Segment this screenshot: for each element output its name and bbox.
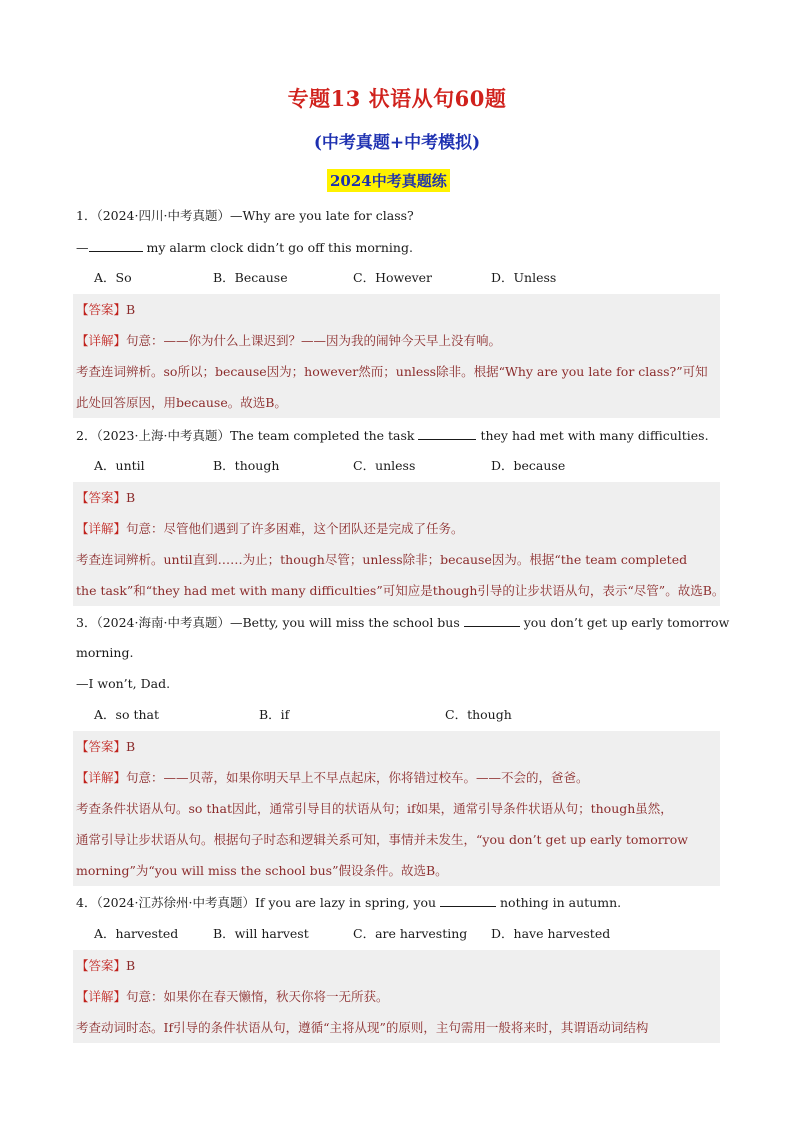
- detail-line: 考查条件状语从句。so that因此，通常引导目的状语从句；if如果，通常引导条件状语从句；though虽然，: [76, 801, 673, 816]
- question-4-option-a[interactable]: A．harvested: [94, 926, 179, 941]
- detail-line: 考查连词辨析。until直到……为止；though尽管；unless除非；because因为。根据“the team completed: [76, 552, 688, 567]
- question-2-option-b[interactable]: B．though: [213, 458, 280, 473]
- document-title: 专题13 状语从句60题: [287, 86, 507, 111]
- question-3-option-b[interactable]: B．if: [259, 707, 290, 722]
- detail-line: 【详解】句意：——贝蒂，如果你明天早上不早点起床，你将错过校车。——不会的，爸爸。: [76, 770, 589, 785]
- question-4-option-c[interactable]: C．are harvesting: [353, 926, 468, 941]
- question-1-response: — my alarm clock didn’t go off this morning.: [76, 240, 413, 255]
- question-2-stem: 2．（2023·上海·中考真题）The team completed the task they had met with many difficulties.: [76, 428, 709, 443]
- question-3-option-c[interactable]: C．though: [445, 707, 512, 722]
- question-1-answer-block: [73, 294, 720, 418]
- answer-line: 【答案】B: [76, 958, 136, 973]
- answer-line: 【答案】B: [76, 490, 136, 505]
- question-3-option-a[interactable]: A．so that: [94, 707, 159, 722]
- answer-blank: [464, 613, 520, 627]
- question-3-stem-cont: morning.: [76, 645, 134, 660]
- question-1-option-b[interactable]: B．Because: [213, 270, 288, 285]
- question-2-option-a[interactable]: A．until: [94, 458, 145, 473]
- question-4-stem: 4．（2024·江苏徐州·中考真题）If you are lazy in spring, you nothing in autumn.: [76, 895, 622, 910]
- question-1-option-d[interactable]: D．Unless: [491, 270, 557, 285]
- question-4-option-d[interactable]: D．have harvested: [491, 926, 611, 941]
- answer-line: 【答案】B: [76, 739, 136, 754]
- detail-line: 【详解】句意：如果你在春天懒惰，秋天你将一无所获。: [76, 989, 389, 1004]
- detail-line: 此处回答原因，用because。故选B。: [76, 395, 287, 410]
- detail-line: 通常引导让步状语从句。根据句子时态和逻辑关系可知，事情并未发生，“you don’t get up early tomorrow: [76, 832, 688, 847]
- section-heading: 2024中考真题练: [327, 169, 450, 192]
- answer-blank: [418, 426, 476, 440]
- answer-blank: [89, 238, 143, 252]
- detail-line: the task”和“they had met with many difficulties”可知应是though引导的让步状语从句，表示“尽管”。故选B。: [76, 583, 725, 598]
- detail-line: 考查连词辨析。so所以；because因为；however然而；unless除非。根据“Why are you late for class?”可知: [76, 364, 708, 379]
- question-3-answer-block: [73, 731, 720, 886]
- question-4-option-b[interactable]: B．will harvest: [213, 926, 309, 941]
- detail-line: 考查动词时态。If引导的条件状语从句，遵循“主将从现”的原则，主句需用一般将来时，其谓语动词结构: [76, 1020, 649, 1035]
- question-3-stem: 3．（2024·海南·中考真题）—Betty, you will miss the school bus you don’t get up early tomorrow: [76, 615, 730, 630]
- question-4-answer-block: [73, 950, 720, 1043]
- question-2-answer-block: [73, 482, 725, 606]
- question-2-option-c[interactable]: C．unless: [353, 458, 416, 473]
- question-1-option-c[interactable]: C．However: [353, 270, 433, 285]
- detail-line: 【详解】句意：尽管他们遇到了许多困难，这个团队还是完成了任务。: [76, 521, 464, 536]
- question-1-stem: 1．（2024·四川·中考真题）—Why are you late for class?: [76, 208, 414, 223]
- question-1-option-a[interactable]: A．So: [94, 270, 132, 285]
- question-3-response: —I won’t, Dad.: [76, 676, 171, 691]
- document-subtitle: (中考真题+中考模拟): [313, 133, 481, 153]
- detail-line: morning”为“you will miss the school bus”假设条件。故选B。: [76, 863, 448, 878]
- detail-line: 【详解】句意：——你为什么上课迟到？——因为我的闹钟今天早上没有响。: [76, 333, 502, 348]
- question-2-option-d[interactable]: D．because: [491, 458, 566, 473]
- answer-blank: [440, 893, 496, 907]
- answer-line: 【答案】B: [76, 302, 136, 317]
